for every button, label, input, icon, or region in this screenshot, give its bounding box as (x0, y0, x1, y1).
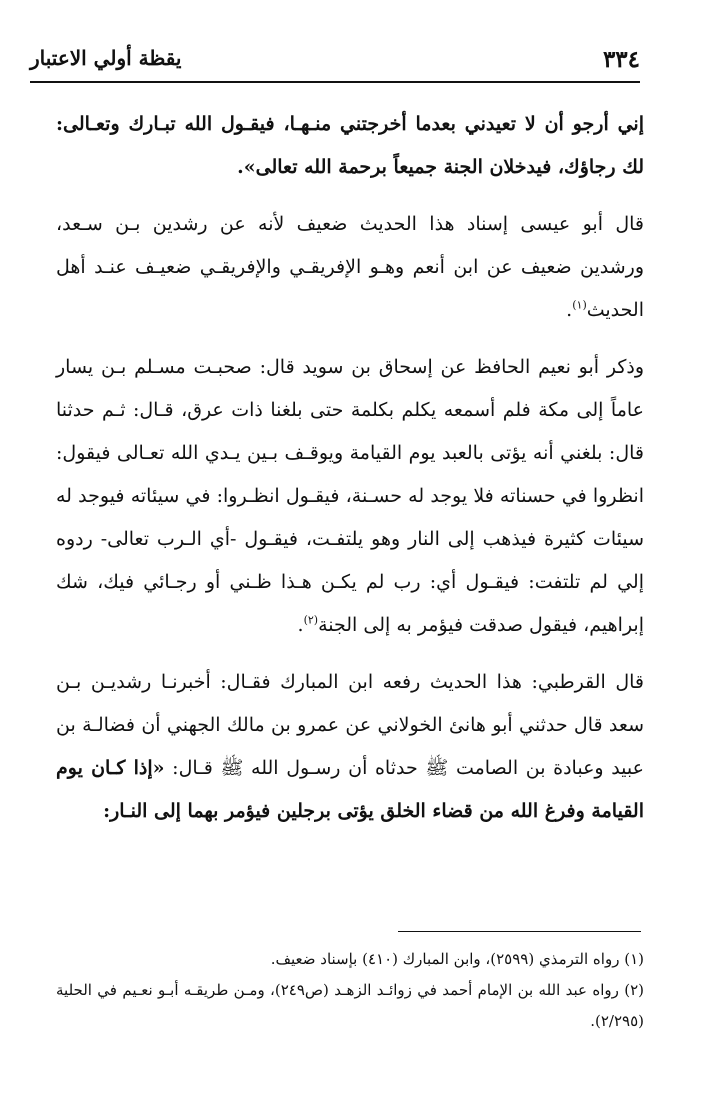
footnote-1: (١) رواه الترمذي (٢٥٩٩)، وابن المبارك (٤١٠) بإسناد ضعيف. (270, 950, 644, 968)
paragraph-4-quote: «إذا كـان يوم القيامة وفرغ الله من قضاء الخلق يؤتى برجلين فيؤمر بهما إلى النـار: (56, 757, 644, 822)
main-text (56, 103, 644, 833)
paragraph-2-text: قال أبو عيسى إسناد هذا الحديث ضعيف لأنه عن رشدين بـن سـعد، ورشدين ضعيف عن ابن أنعم وهـو الإفريقـي والإفريقـي ضعيـف عنـد أهل الحديث (56, 213, 644, 321)
running-title: يقظة أولي الاعتبار (30, 46, 182, 70)
paragraph-4 (56, 661, 644, 833)
paragraph-4-text: قال القرطبي: هذا الحديث رفعه ابن المبارك فقـال: أخبرنـا رشديـن بـن سعد قال حدثني أبو هانئ الخولاني عن عمرو بن مالك الجهني أن فضالـة بن عبيد وعبادة بن الصامت ﷺ حدثاه أن رسـول الله ﷺ قـال: (56, 671, 644, 779)
paragraph-3-text: وذكر أبو نعيم الحافظ عن إسحاق بن سويد قال: صحبـت مسـلم بـن يسار عاماً إلى مكة فلم أسمعه يكلم بكلمة حتى بلغنا ذات عرق، قـال: ثـم حدثنا قال: بلغني أنه يؤتى بالعبد يوم القيامة ويوقـف بـين يـدي الله تعـالى فيقول: انظروا في حسناته فلا يوجد له حسـنة، فيقـول انظـروا: في سيئاته فيوجد له سيئات كثيرة فيذهب إلى النار وهو يلتفـت، فيقـول -أي الـرب تعالى- ردوه إلي لم تلتفت: فيقـول أي: رب لم يكـن هـذا ظـني أو رجـائي فيك، شك إبراهيم، فيقول صدقت فيؤمر به إلى الجنة (56, 356, 644, 636)
header-rule (30, 81, 640, 83)
paragraph-2 (56, 203, 644, 332)
footnote-separator (398, 931, 641, 932)
paragraph-3 (56, 346, 644, 647)
page-number: ٣٣٤ (602, 46, 640, 73)
footnotes (56, 944, 644, 1037)
footnote-ref-1[interactable]: (١) (572, 298, 587, 312)
paragraph-3-end: . (297, 614, 304, 636)
paragraph-2-end: . (566, 299, 573, 321)
page-header (30, 44, 640, 84)
footnote-ref-2[interactable]: (٢) (303, 613, 319, 627)
paragraph-1: إني أرجو أن لا تعيدني بعدما أخرجتني منـهـا، فيقـول الله تبـارك وتعـالى: لك رجاؤك، فيدخلان الجنة جميعاً برحمة الله تعالى». (56, 113, 644, 178)
footnote-2: (٢) رواه عبد الله بن الإمام أحمد في زوائـد الزهـد (ص٢٤٩)، ومـن طريقـه أبـو نعـيم في الحلية (٢/٢٩٥). (56, 981, 644, 1030)
